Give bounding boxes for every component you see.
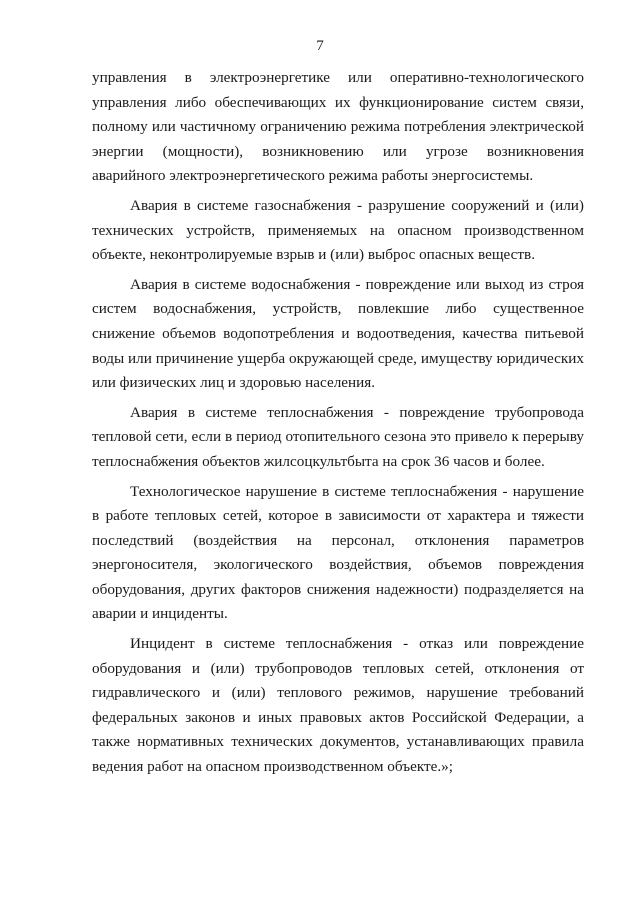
- paragraph-heat-supply-incident: Инцидент в системе теплоснабжения - отказ или повреждение оборудования и (или) трубопроводов тепловых сетей, отклонения от гидравлического и (или) теплового режимов, нарушение требований федеральных законов и иных правовых актов Российской Федерации, а также нормативных технических документов, устанавливающих правила ведения работ на опасном производственном объекте.»;: [92, 635, 584, 776]
- paragraph-continuation: управления в электроэнергетике или оперативно-технологического управления либо обеспечивающих их функционирование систем связи, полному или частичному ограничению режима потребления электрической энергии (мощности), возникновению или угрозе возникновения аварийного электроэнергетического режима работы энергосистемы.: [92, 69, 584, 185]
- paragraph-gas-supply-accident: Авария в системе газоснабжения - разрушение сооружений и (или) технических устройств, применяемых на опасном производственном объекте, неконтролируемые взрыв и (или) выброс опасных веществ.: [92, 196, 584, 264]
- paragraph-technological-violation: Технологическое нарушение в системе теплоснабжения - нарушение в работе тепловых сетей, которое в зависимости от характера и тяжести последствий (воздействия на персонал, отклонения параметров энергоносителя, экологического воздействия, объемов повреждения оборудования, других факторов снижения надежности) подразделяется на аварии и инциденты.: [92, 482, 584, 623]
- paragraph-water-supply-accident: Авария в системе водоснабжения - повреждение или выход из строя систем водоснабжения, устройств, повлекшие либо существенное снижение объемов водопотребления и водоотведения, качества питьевой воды или причинение ущерба окружающей среде, имуществу юридических или физических лиц и здоровью населения.: [92, 275, 584, 392]
- page-number: 7: [316, 38, 324, 54]
- paragraph-heat-supply-accident: Авария в системе теплоснабжения - повреждение трубопровода тепловой сети, если в период отопительного сезона это привело к перерыву теплоснабжения объектов жилсоцкультбыта на срок 36 часов и более.: [92, 403, 584, 470]
- document-body: [92, 66, 584, 785]
